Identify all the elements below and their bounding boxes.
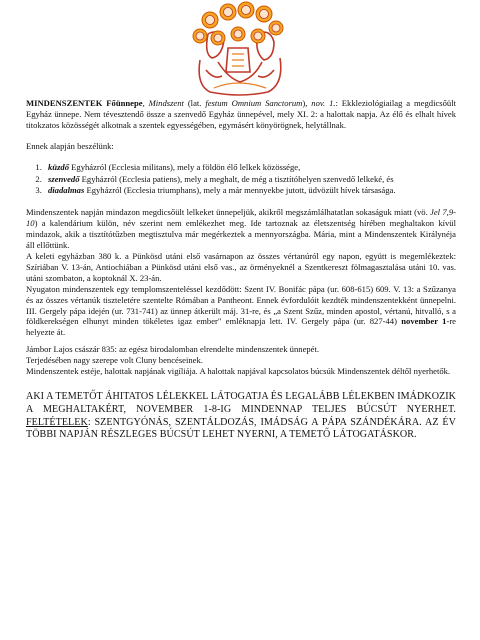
intro-text: : Ekkleziológiailag a megdicsőült Egyház ünnepe. Nem tévesztendő össze a szenvedő Egyház ünnepével, mely XI. 2: a halottak napja. Az élő és elhalt hívek titokzatos közösségét alkotnak a szentek egyességében, egymásért könyörögnek, helytállnak. xyxy=(26,98,456,130)
final-text-a: AKI A TEMETŐT ÁHITATOS LÉLEKKEL LÁTOGATJA ÉS LEGALÁBB LÉLEKBEN IMÁDKOZIK A MEGHALTAKÉRT, NOVEMBER 1-8-IG MINDENNAP TELJES BÚCSÚT NYERHET. xyxy=(26,390,456,415)
paragraph-west xyxy=(26,284,456,339)
conditions-label: FELTÉTELEK xyxy=(26,416,88,428)
document-body xyxy=(26,98,456,442)
bible-reference: Jel 7,9-10 xyxy=(26,207,456,229)
list-item-suffering xyxy=(44,174,456,185)
p1-text-b: ) a kalendárium külön, név szerint nem emlékezhet meg. Ide tartoznak az életszentség hírében meghaltakon kívül mindazok, akik a tisztítótűzben megtisztulva már megérkeztek a mennyországba. Mária, mint a Mindenszentek Királynéja áll ellőttünk. xyxy=(26,218,456,251)
p3-text-a: Nyugaton mindenszentek egy templomszenteléssel kezdődött: Szent IV. Bonifác pápa (ur. 608-615) 609. V. 13: a Szűzanya és az összes vértanúk tiszteletére szentelte Rómában a Pantheont. Ennek évfordulóit kezdték mindenszentekként ünnepelni. III. Gergely pápa idején (ur. 731-741) az ünnep átkerült máj. 31-re, és „a Szent Szűz, minden apostol, vértanú, hitvalló, s a földkerekségen elhunyt minden tökéletes igaz ember" emléknapja lett. IV. Gergely pápa (ur. 827-44) xyxy=(26,283,456,327)
church-list xyxy=(26,162,456,197)
list-text: Egyházról (Ecclesia patiens), mely a meghalt, de még a tisztítóhelyen szenvedő lelkeké, és xyxy=(79,173,394,184)
p3-text-b: -re helyezte át. xyxy=(26,316,456,338)
saints-illustration xyxy=(188,0,292,96)
intro-latin-name: festum Omnium Sanctorum xyxy=(205,98,303,108)
intro-date: nov. 1. xyxy=(311,98,336,108)
paragraph-vigil: Mindenszentek estéje, halottak napjának vigíliája. A halottak napjával kapcsolatos búcsúk Mindenszentek déltől nyerhetők. xyxy=(26,366,451,377)
list-label: szenvedő xyxy=(48,173,80,184)
p1-text-a: Mindenszentek napján mindazon megdicsőült lelkeket ünnepeljük, akikről megszámlálhatatlan sokaságuk miatt (vö. xyxy=(26,207,431,218)
lead-text: Ennek alapján beszélünk: xyxy=(26,140,114,151)
list-item-triumphant xyxy=(44,185,456,196)
indulgence-notice xyxy=(26,391,456,442)
paragraph-cluny: Terjedésében nagy szerepe volt Cluny bencéseinek. xyxy=(26,355,203,366)
paragraph-east: A keleti egyházban 380 k. a Pünkösd utáni első vasárnapon az összes vértanúról egy napon, együtt is megemlékeztek: Szíriában V. 13-án, Antiochiában a Pünkösd utáni első vas., az örményeknél a Szentkereszt fölmagasztalása utáni 10. vas. utáni szombaton, a koptoknál X. 23-án. xyxy=(26,250,456,283)
list-label: diadalmas xyxy=(48,185,85,196)
intro-alt-name: , Mindszent xyxy=(142,98,184,108)
p3-date-bold: november 1 xyxy=(401,316,447,327)
paragraph-lajos: Jámbor Lajos császár 835: az egész birodalomban elrendelte mindenszentek ünnepét. xyxy=(26,344,320,355)
intro-lat: (lat. xyxy=(183,98,206,108)
list-text: Egyházról (Ecclesia triumphans), mely a már mennyekbe jutott, üdvözült hívek társasága. xyxy=(84,185,396,196)
intro-paragraph xyxy=(26,98,456,131)
list-text: Egyházról (Ecclesia militans), mely a földön élő lelkek közössége, xyxy=(69,161,301,172)
list-label: küzdő xyxy=(48,161,70,172)
list-item-militant xyxy=(44,162,456,173)
intro-sep: ), xyxy=(302,98,312,108)
feast-title: MINDENSZENTEK Főünnepe xyxy=(26,98,143,108)
paragraph-celebration xyxy=(26,207,456,251)
final-text-b: : SZENTGYÓNÁS, SZENTÁLDOZÁS, IMÁDSÁG A PÁPA SZÁNDÉKÁRA. AZ ÉV TÖBBI NAPJÁN RÉSZLEGES BÚCSÚT LEHET NYERNI, A TEMETŐ LÁTOGATÁSKOR. xyxy=(26,416,456,441)
saints-drawing xyxy=(188,0,292,96)
